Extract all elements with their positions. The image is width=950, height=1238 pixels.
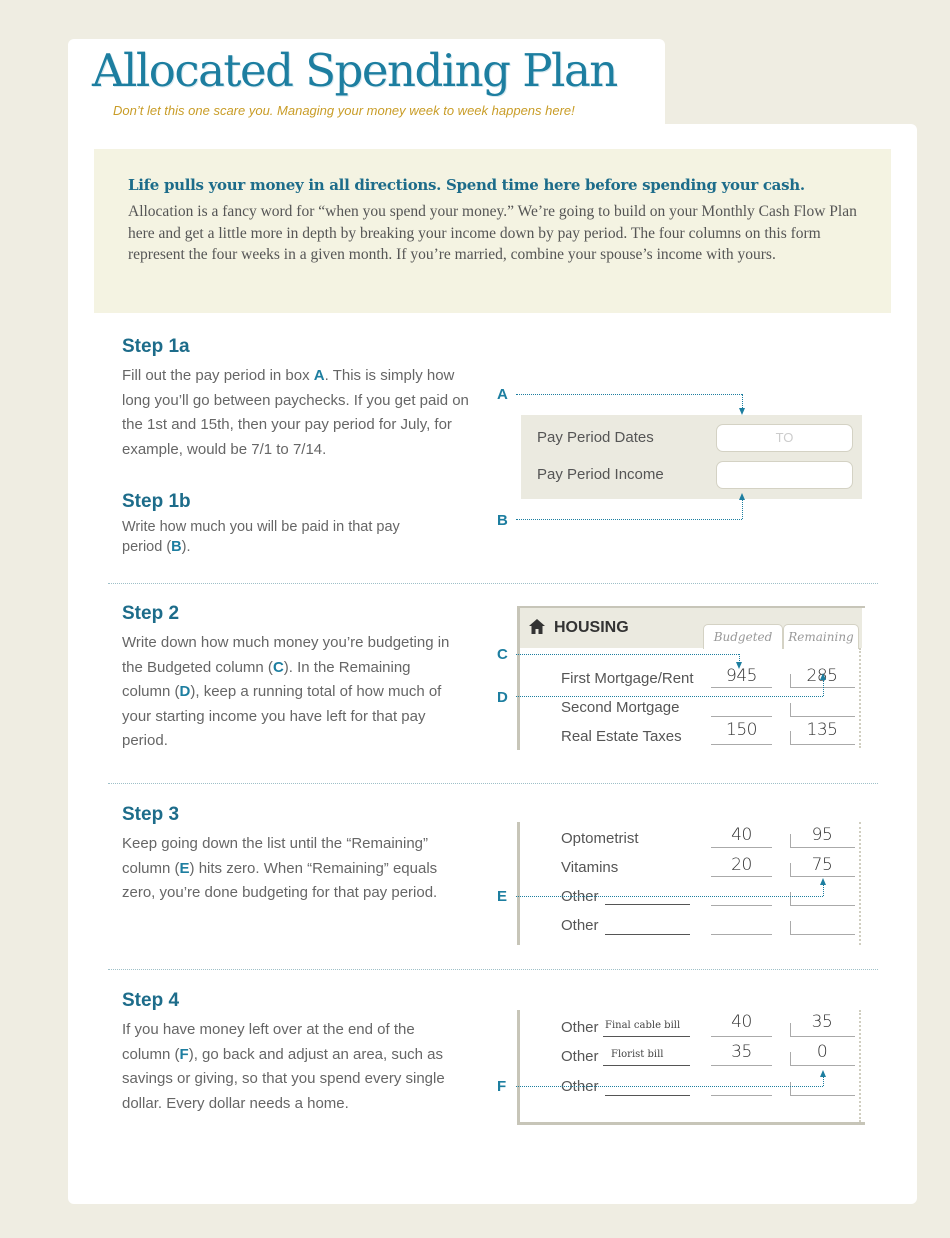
arrow-e-icon <box>820 878 826 885</box>
remaining-cell[interactable] <box>790 921 855 935</box>
pay-period-income-label: Pay Period Income <box>537 466 664 483</box>
step-1b-title: Step 1b <box>122 491 191 512</box>
leader-d-rise <box>823 680 824 696</box>
step-1b-text: Write how much you will be paid in that pay period (B). <box>122 519 400 555</box>
other-name-field[interactable] <box>605 934 690 935</box>
remaining-column-header: Remaining <box>783 624 859 649</box>
remaining-value: 285 <box>806 666 838 686</box>
row-label: Real Estate Taxes <box>561 728 682 745</box>
other-note: Florist bill <box>611 1049 664 1060</box>
budgeted-value: 20 <box>731 855 752 875</box>
to-label: TO <box>775 430 794 445</box>
house-icon <box>528 618 546 640</box>
step-3-text: Keep going down the list until the “Remaining” column (E) hits zero. When “Remaining” equals zero, you’re done budgeting for that pay period. <box>122 835 438 902</box>
housing-title: HOUSING <box>554 619 629 636</box>
marker-c: C <box>497 646 508 663</box>
remaining-value: 35 <box>811 1012 833 1032</box>
budgeted-column-header: Budgeted <box>703 624 783 649</box>
budgeted-cell[interactable] <box>711 1074 772 1096</box>
other-name-field[interactable] <box>605 904 690 905</box>
budgeted-value: 35 <box>731 1042 752 1062</box>
divider <box>108 583 878 584</box>
other-note: Final cable bill <box>605 1020 681 1031</box>
budgeted-cell[interactable] <box>711 695 772 717</box>
row-label: Other <box>561 917 599 934</box>
step-4-text: If you have money left over at the end of the column (F), go back and adjust an area, such as savings or giving, so that you spend every single dollar. Every dollar needs a home. <box>122 1021 445 1112</box>
row-label: Second Mortgage <box>561 699 680 716</box>
other-name-field[interactable] <box>603 1036 690 1037</box>
leader-b-rise <box>742 500 743 519</box>
remaining-value: 95 <box>811 825 833 845</box>
marker-b: B <box>497 512 508 529</box>
pay-period-dates-field[interactable] <box>716 424 853 452</box>
leader-e-rise <box>823 885 824 896</box>
row-label: First Mortgage/Rent <box>561 670 694 687</box>
marker-a: A <box>497 386 508 403</box>
leader-e <box>516 896 823 897</box>
row-label: Other <box>561 1078 599 1095</box>
remaining-value: 0 <box>816 1042 828 1062</box>
row-label: Other <box>561 888 599 905</box>
budgeted-cell[interactable] <box>711 913 772 935</box>
divider <box>108 783 878 784</box>
budgeted-value: 945 <box>726 666 757 686</box>
leader-d <box>516 696 823 697</box>
leader-a-drop <box>742 394 743 408</box>
step-2-text: Write down how much money you’re budgeting in the Budgeted column (C). In the Remaining column (D), keep a running total of how much of your starting income you have left for that pay period. <box>122 634 450 750</box>
leader-f-rise <box>823 1077 824 1086</box>
leader-c <box>516 654 739 655</box>
arrow-f-icon <box>820 1070 826 1077</box>
row-label: Other <box>561 1048 599 1065</box>
intro-heading: Life pulls your money in all directions. Spend time here before spending your cash. <box>128 176 805 194</box>
remaining-value: 75 <box>811 855 833 875</box>
step-3-title: Step 3 <box>122 804 180 825</box>
other-name-field[interactable] <box>605 1095 690 1096</box>
other-name-field[interactable] <box>603 1065 690 1066</box>
pay-period-dates-label: Pay Period Dates <box>537 429 654 446</box>
leader-a <box>516 394 742 395</box>
step-1a-title: Step 1a <box>122 336 190 357</box>
leader-f <box>516 1086 823 1087</box>
row-label: Other <box>561 1019 599 1036</box>
marker-d: D <box>497 689 508 706</box>
step-4-title: Step 4 <box>122 990 180 1011</box>
pay-period-income-field[interactable] <box>716 461 853 489</box>
marker-e: E <box>497 888 508 905</box>
row-label: Vitamins <box>561 859 619 876</box>
budgeted-cell[interactable] <box>711 884 772 906</box>
step4-right-edge <box>859 1010 861 1122</box>
intro-body: Allocation is a fancy word for “when you spend your money.” We’re going to build on your Monthly Cash Flow Plan here and get a little more in depth by breaking your income down by pay period. The four columns on this form represent the four weeks in a given month. If you’re married, combine your spouse’s income with yours. <box>128 203 857 263</box>
remaining-value: 135 <box>806 720 838 740</box>
budgeted-value: 40 <box>731 1012 752 1032</box>
page-title: Allocated Spending Plan <box>92 44 617 97</box>
arrow-d-icon <box>820 673 826 680</box>
step3-right-edge <box>859 822 861 945</box>
arrow-a-icon <box>739 408 745 415</box>
marker-f: F <box>497 1078 507 1095</box>
page-subtitle: Don’t let this one scare you. Managing your money week to week happens here! <box>113 103 575 118</box>
step-2-title: Step 2 <box>122 603 180 624</box>
arrow-b-icon <box>739 493 745 500</box>
arrow-c-icon <box>736 662 742 669</box>
leader-b <box>516 519 742 520</box>
budgeted-value: 40 <box>731 825 752 845</box>
housing-right-edge <box>859 648 861 748</box>
divider <box>108 969 878 970</box>
budgeted-value: 150 <box>726 720 757 740</box>
step-1a-text: Fill out the pay period in box A. This is simply how long you’ll go between paychecks. If you get paid on the 1st and 15th, then your pay period for July, for example, would be 7/1 to 7/14. <box>122 367 469 458</box>
row-label: Optometrist <box>561 830 639 847</box>
step3-panel <box>517 822 520 945</box>
remaining-cell[interactable] <box>790 703 855 717</box>
